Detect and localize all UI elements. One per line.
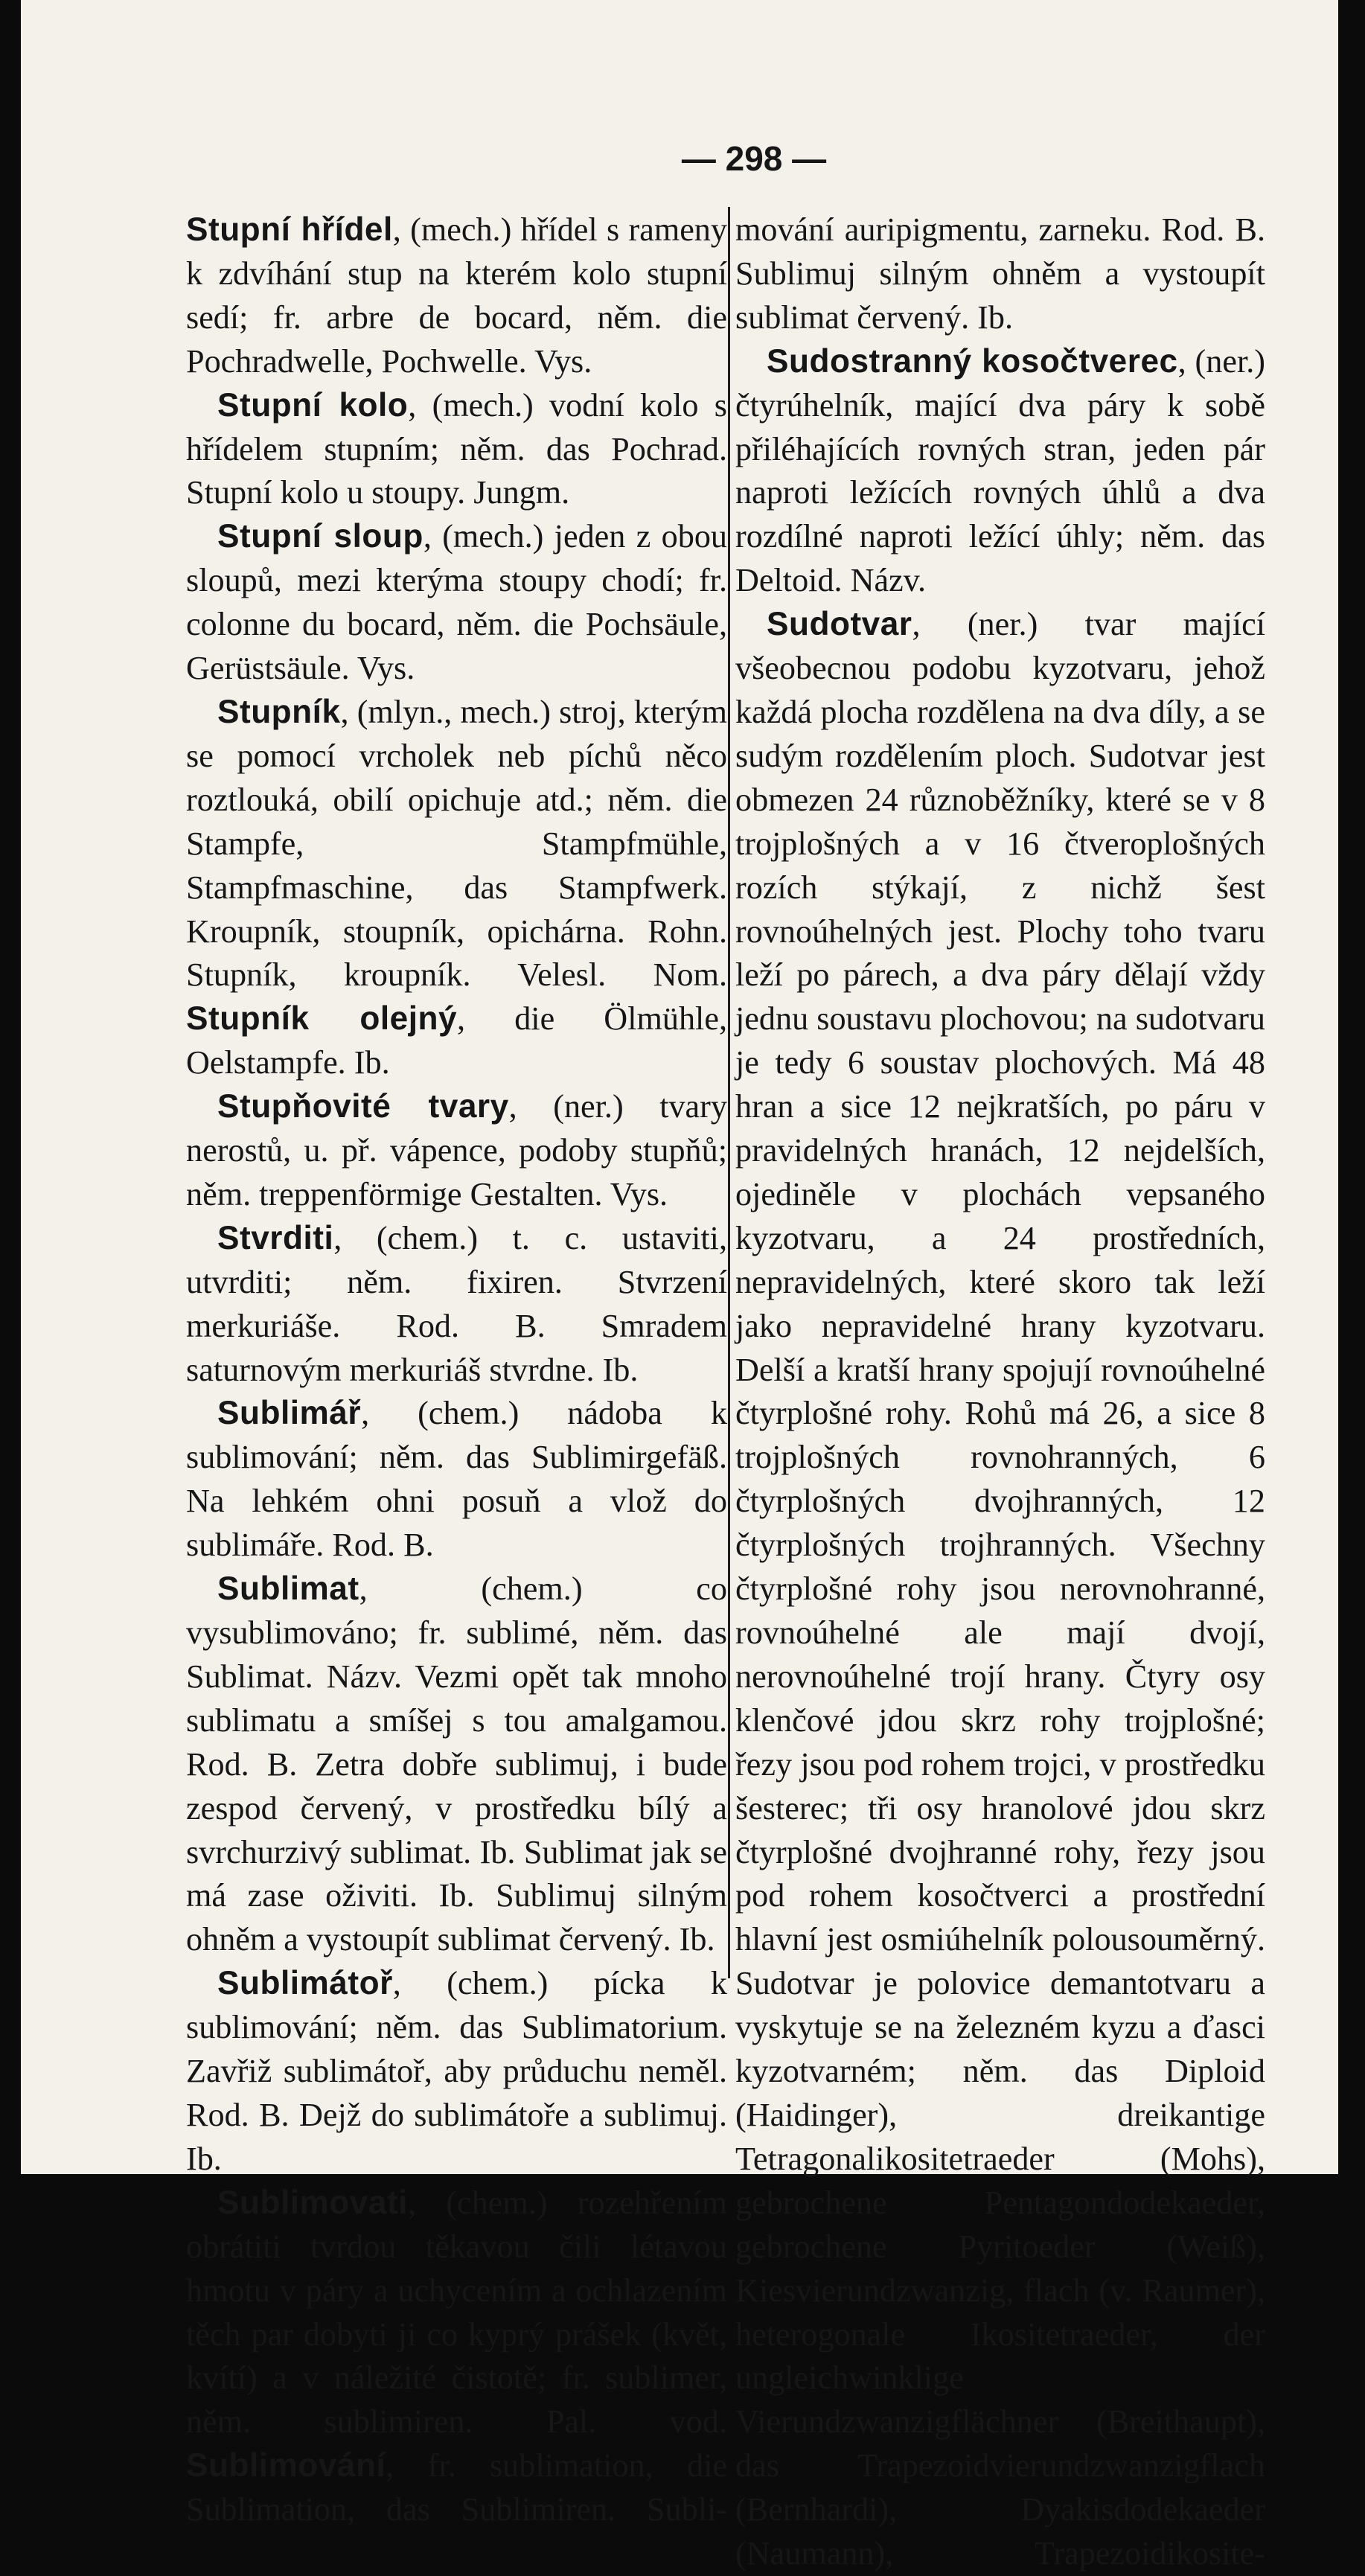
headword: Sublimat bbox=[217, 1570, 359, 1608]
entry-stvrditi bbox=[186, 1217, 727, 1393]
headword: Sudostranný kosočtverec bbox=[767, 342, 1178, 380]
headword: Stupní kolo bbox=[217, 386, 409, 424]
definition: , (mlyn., mech.) stroj, kterým se pomocí vrcholek neb píchů něco roztlouká, obilí opichuje atd.; něm. die Stampfe, Stampfmühle, Stampfmaschine, das Stampfwerk. Kroupník, stoupník, opichárna. Rohn. Stupník, kroupník. Velesl. Nom. bbox=[186, 693, 727, 994]
headword: Stupník olejný bbox=[186, 1000, 458, 1038]
definition: , (chem.) t. c. ustaviti, utvrditi; něm. fixiren. Stvrzení merkuriáše. Rod. B. Smradem saturnovým merkuriáš stvrdne. Ib. bbox=[186, 1219, 727, 1388]
entry-stupnovite-tvary bbox=[186, 1085, 727, 1217]
entry-sudostranny-kosoctverec bbox=[735, 340, 1265, 603]
entry-sublimovati bbox=[186, 2182, 727, 2532]
definition: , (ner.) čtyrúhelník, mající dva páry k sobě přiléhajících rovných stran, jeden pár naproti ležících rovných úhlů a dva rozdílné naproti ležící úhly; něm. das Deltoid. Názv. bbox=[735, 342, 1265, 599]
headword: Sublimátoř bbox=[217, 1965, 393, 2002]
entry-sublimar bbox=[186, 1392, 727, 1567]
headword: Stupní hřídel bbox=[186, 211, 393, 248]
definition: , die Ölmühle, Oelstampfe. Ib. bbox=[186, 1000, 727, 1081]
headword: Sublimář bbox=[217, 1395, 362, 1432]
entry-sudotvar bbox=[735, 603, 1265, 2576]
headword: Stupňovité tvary bbox=[217, 1088, 509, 1125]
headword: Sublimovati bbox=[217, 2184, 408, 2221]
headword: Sudotvar bbox=[767, 606, 912, 643]
definition: mování auripigmentu, zarneku. Rod. B. Sublimuj silným ohněm a vystoupít sublimat červený. Ib. bbox=[735, 211, 1265, 336]
entry-stupni-kolo bbox=[186, 384, 727, 516]
definition: , (mech.) jeden z obou sloupů, mezi kterýma stoupy chodí; fr. colonne du bocard, něm. die Pochsäule, Gerüstsäule. Vys. bbox=[186, 518, 728, 687]
entry-stupni-hridel bbox=[186, 208, 727, 384]
definition: , (ner.) tvary nerostů, u. př. vápence, podoby stupňů; něm. treppenförmige Gestalten. Vys. bbox=[186, 1088, 727, 1212]
entry-sublimat bbox=[186, 1567, 727, 1962]
column-divider bbox=[728, 207, 730, 1978]
headword: Stvrditi bbox=[217, 1219, 334, 1256]
definition: , (chem.) nádoba k sublimování; něm. das Sublimirgefäß. Na lehkém ohni posuň a vlož do sublimáře. Rod. B. bbox=[186, 1395, 727, 1564]
definition: , (chem.) rozehřením obrátiti tvrdou těkavou čili létavou hmotu v páry a uchycením a ochlazením těch par dobyti ji co kyprý prášek (květ, kvítí) a v náležité čistotě; fr. sublimer, něm. sublimiren. Pal. vod. bbox=[186, 2184, 727, 2441]
headword: Stupní sloup bbox=[217, 518, 423, 555]
definition: , (mech.) hřídel s rameny k zdvíhání stup na kterém kolo stupní sedí; fr. arbre de bocard, něm. die Pochradwelle, Pochwelle. Vys. bbox=[186, 211, 727, 380]
definition: , (chem.) co vysublimováno; fr. sublimé, něm. das Sublimat. Názv. Vezmi opět tak mnoho sublimatu a smíšej s tou amalgamou. Rod. B. Zetra dobře sublimuj, i bude zespod červený, v prostředku bílý a svrchurzivý sublimat. Ib. Sublimat jak se má zase oživiti. Ib. Sublimuj silným ohněm a vystoupít sublimat červený. Ib. bbox=[186, 1570, 727, 1958]
entry-continuation bbox=[735, 208, 1265, 340]
headword: Sublimování bbox=[186, 2447, 386, 2484]
entry-sublimator bbox=[186, 1962, 727, 2182]
entry-stupnik bbox=[186, 691, 727, 1085]
definition: , (chem.) pícka k sublimování; něm. das Sublimatorium. Zavřiž sublimátoř, aby průduchu neměl. Rod. B. Dejž do sublimátoře a sublimuj. Ib. bbox=[186, 1965, 727, 2177]
entry-stupni-sloup bbox=[186, 515, 727, 691]
definition: , (mech.) vodní kolo s hřídelem stupním; něm. das Pochrad. Stupní kolo u stoupy. Jungm. bbox=[186, 386, 727, 511]
definition: , fr. sublimation, die Sublimation, das Sublimiren. Subli- bbox=[186, 2447, 727, 2528]
headword: Stupník bbox=[217, 693, 341, 730]
left-column bbox=[186, 208, 727, 2532]
right-column bbox=[735, 208, 1265, 2576]
page-number: — 298 — bbox=[681, 139, 827, 178]
dictionary-page bbox=[21, 0, 1338, 2572]
definition: , (ner.) tvar mající všeobecnou podobu kyzotvaru, jehož každá plocha rozdělena na dva díly, a se sudým rozdělením ploch. Sudotvar jest obmezen 24 různoběžníky, které se v 8 trojplošných a v 16 čtveroplošných rozích stýkají, z nichž šest rovnoúhelných jest. Plochy toho tvaru leží po párech, a dva páry dělají vždy jednu soustavu plochovou; na sudotvaru je tedy 6 soustav plochových. Má 48 hran a sice 12 nejkratších, po páru v pravidelných hranách, 12 nejdelších, ojediněle v plochách vepsaného kyzotvaru, a 24 prostředních, nepravidelných, které skoro tak leží jako nepravidelné hrany kyzotvaru. Delší a kratší hrany spojují rovnoúhelné čtyrplošné rohy. Rohů má 26, a sice 8 trojplošných rovnohranných, 6 čtyrplošných dvojhranných, 12 čtyrplošných trojhranných. Všechny čtyrplošné rohy jsou nerovnohranné, rovnoúhelné ale mají dvojí, nerovnoúhelné trojí hrany. Čtyry osy klenčové jdou skrz rohy trojplošné; řezy jsou pod rohem trojci, v prostředku šesterec; tři osy hranolové jdou skrz čtyrplošné dvojhranné rohy, řezy jsou pod rohem kosočtverci a prostřední hlavní jest osmiúhelník polousouměrný. Sudotvar je polovice demantotvaru a vyskytuje se na železném kyzu a ďasci kyzotvarném; něm. das Diploid (Haidinger), dreikantige Tetragonalikositetraeder (Mohs), gebrochene Pentagondodekaeder, gebrochene Pyritoeder (Weiß), Kiesvierundzwanzig, flach (v. Raumer), heterogonale Ikositetraeder, der ungleichwinklige Vierundzwanzigflächner (Breithaupt), das Trapezoidvierundzwanzigflach (Bernhardi), Dyakisdodekaeder (Naumann), Trapezoidikosite- bbox=[735, 606, 1265, 2572]
